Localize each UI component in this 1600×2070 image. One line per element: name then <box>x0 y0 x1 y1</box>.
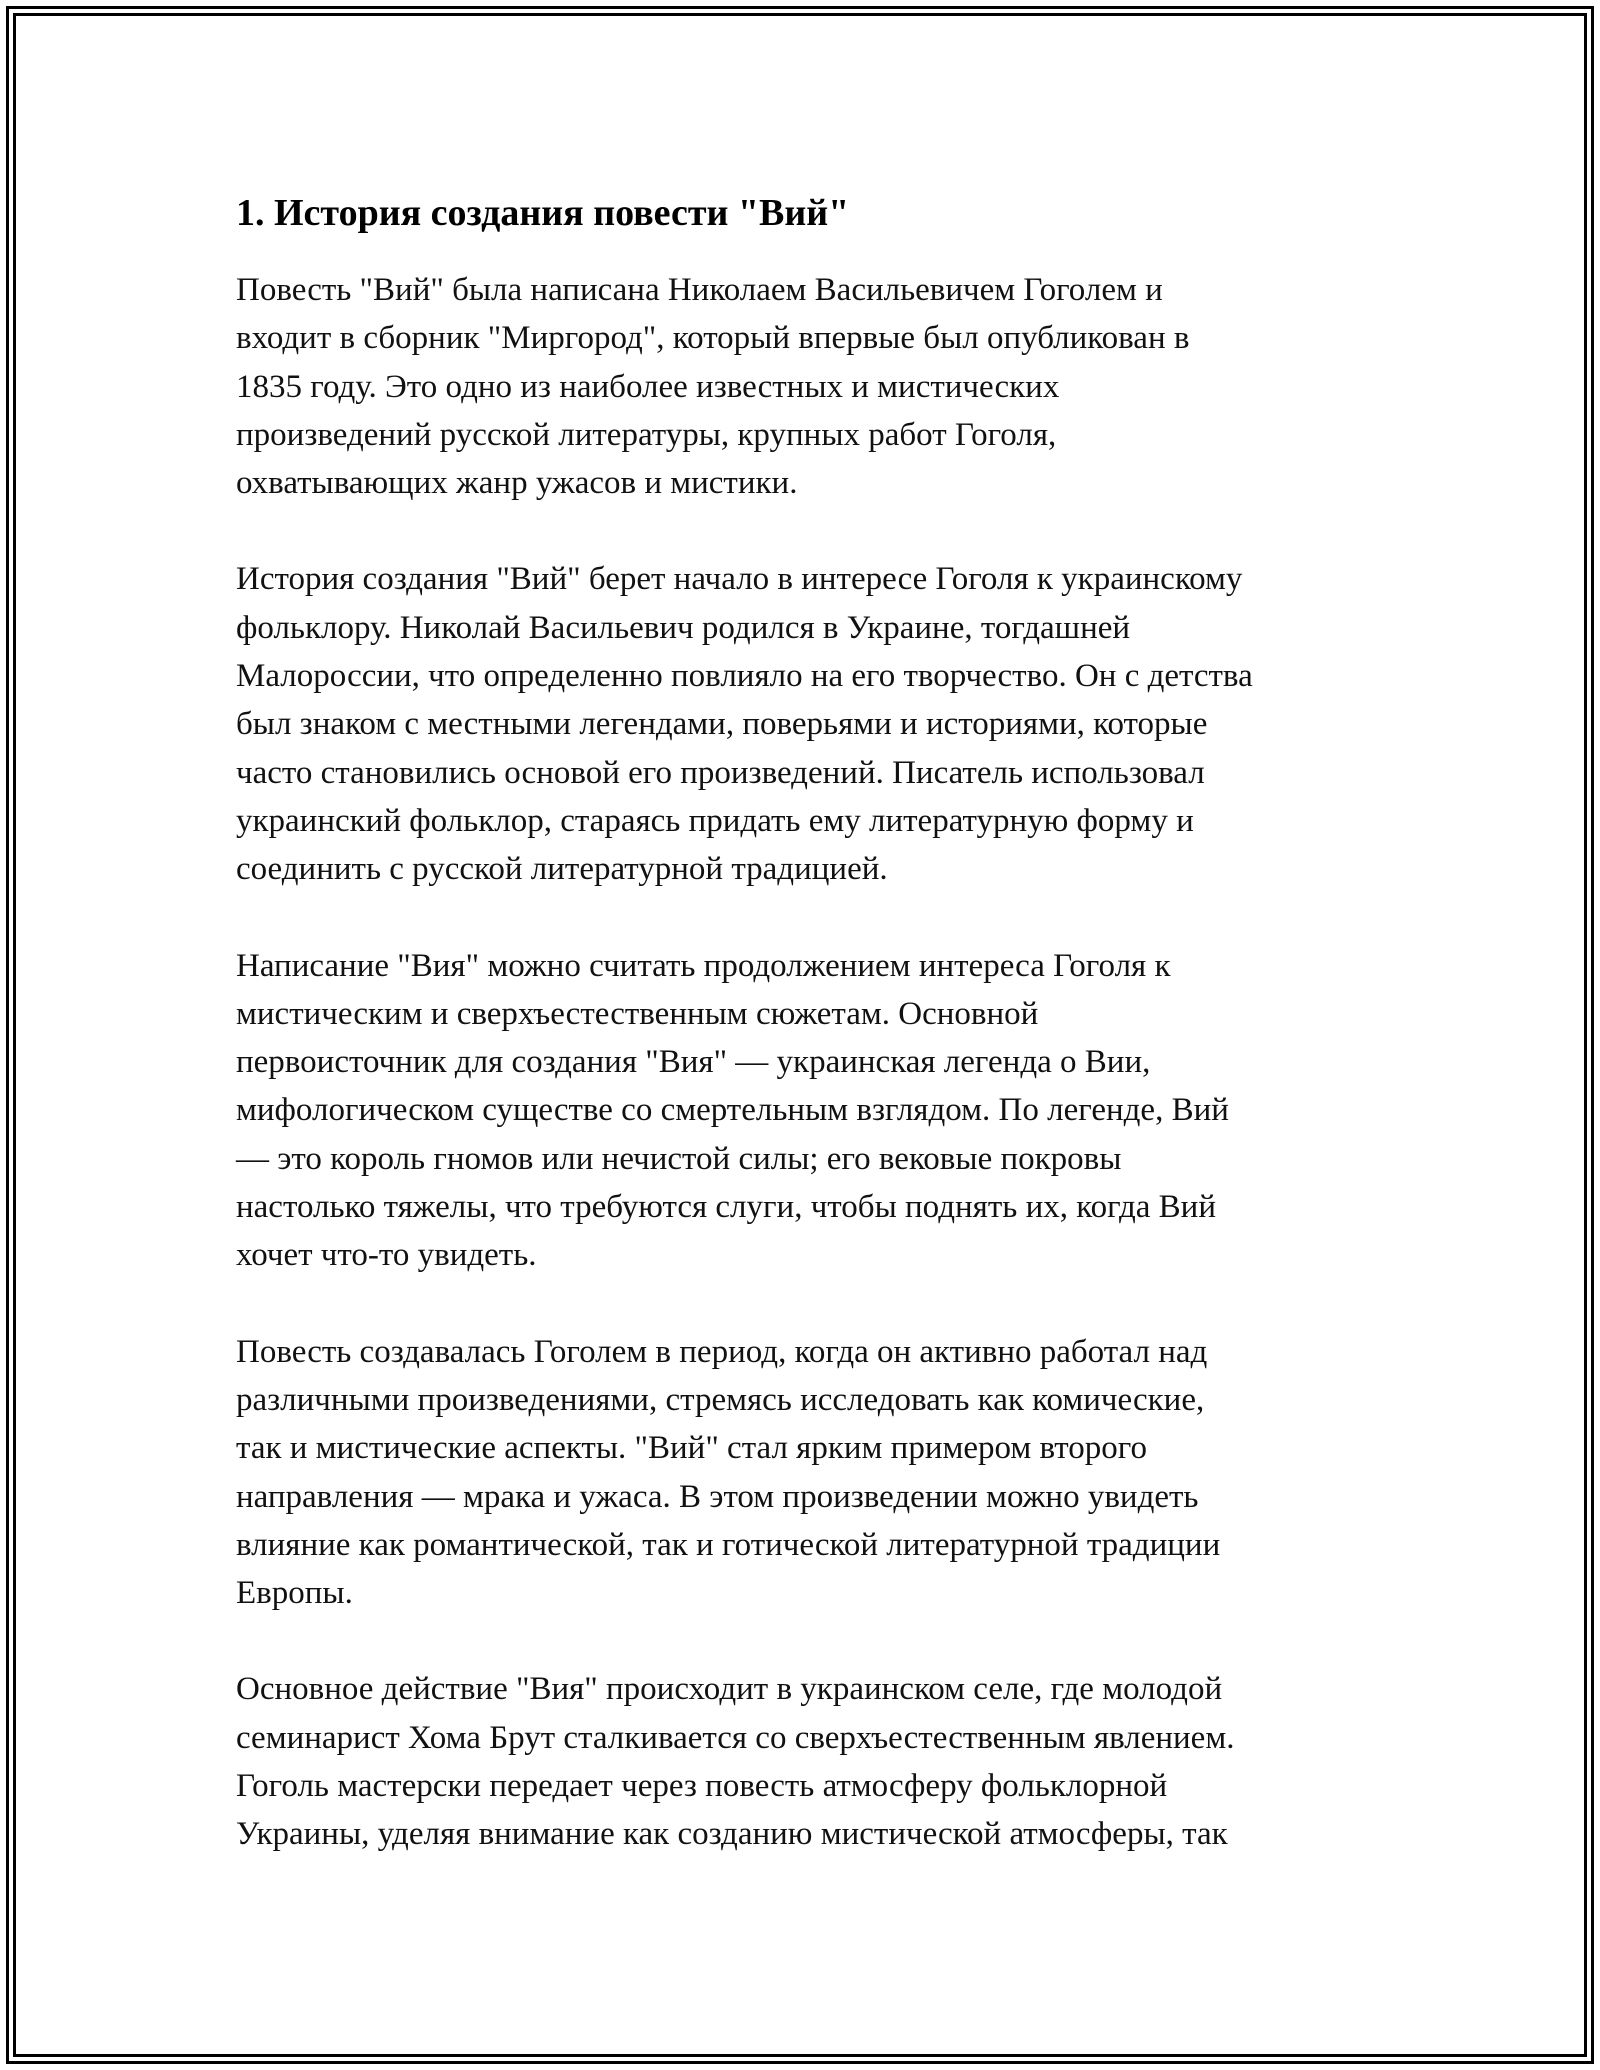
paragraph-line: так и мистические аспекты. "Вий" стал ярким примером второго <box>236 1430 1147 1467</box>
paragraph-line: охватывающих жанр ужасов и мистики. <box>236 465 798 502</box>
paragraph-1 <box>236 266 1376 507</box>
paragraph-4 <box>236 1328 1376 1618</box>
paragraph-line: мистическим и сверхъестественным сюжетам. Основной <box>236 995 1039 1032</box>
paragraph-line: Повесть "Вий" была написана Николаем Васильевичем Гоголем и <box>236 272 1163 308</box>
paragraph-line: Гоголь мастерски передает через повесть атмосферу фольклорной <box>236 1768 1168 1805</box>
paragraph-line: семинарист Хома Брут сталкивается со сверхъестественным явлением. <box>236 1719 1235 1756</box>
paragraph-line: Написание "Вия" можно считать продолжением интереса Гоголя к <box>236 947 1171 984</box>
paragraph-line: Основное действие "Вия" происходит в украинском селе, где молодой <box>236 1671 1223 1708</box>
document-content <box>236 184 1376 1907</box>
paragraph-line: первоисточник для создания "Вия" — украинская легенда о Вии, <box>236 1044 1151 1081</box>
paragraph-2 <box>236 555 1376 893</box>
paragraph-line: — это король гномов или нечистой силы; его вековые покровы <box>236 1140 1122 1177</box>
section-heading: 1. История создания повести "Вий" <box>236 192 850 234</box>
paragraph-5 <box>236 1665 1376 1858</box>
paragraph-line: различными произведениями, стремясь исследовать как комические, <box>236 1381 1205 1418</box>
paragraph-line: 1835 году. Это одно из наиболее известных и мистических <box>236 368 1060 405</box>
paragraph-line: входит в сборник "Миргород", который впервые был опубликован в <box>236 320 1190 357</box>
paragraph-line: влияние как романтической, так и готической литературной традиции <box>236 1526 1221 1563</box>
paragraph-line: направления — мрака и ужаса. В этом произведении можно увидеть <box>236 1478 1199 1515</box>
paragraph-line: часто становились основой его произведений. Писатель использовал <box>236 754 1205 791</box>
paragraph-line: Малороссии, что определенно повлияло на его творчество. Он с детства <box>236 658 1253 695</box>
paragraph-line: История создания "Вий" берет начало в интересе Гоголя к украинскому <box>236 561 1243 598</box>
paragraph-line: соединить с русской литературной традицией. <box>236 851 888 888</box>
paragraph-line: произведений русской литературы, крупных работ Гоголя, <box>236 416 1057 453</box>
paragraph-line: настолько тяжелы, что требуются слуги, чтобы поднять их, когда Вий <box>236 1189 1216 1226</box>
paragraph-line: Повесть создавалась Гоголем в период, когда он активно работал над <box>236 1333 1208 1370</box>
paragraph-line: Европы. <box>236 1575 353 1612</box>
paragraph-line: украинский фольклор, стараясь придать ему литературную форму и <box>236 802 1194 839</box>
paragraph-line: Украины, уделяя внимание как созданию мистической атмосферы, так <box>236 1816 1228 1853</box>
paragraph-line: фольклору. Николай Васильевич родился в Украине, тогдашней <box>236 609 1131 646</box>
paragraph-3 <box>236 942 1376 1280</box>
paragraph-line: был знаком с местными легендами, поверьями и историями, которые <box>236 706 1208 743</box>
paragraph-line: мифологическом существе со смертельным взглядом. По легенде, Вий <box>236 1092 1229 1129</box>
paragraph-line: хочет что-то увидеть. <box>236 1237 537 1274</box>
